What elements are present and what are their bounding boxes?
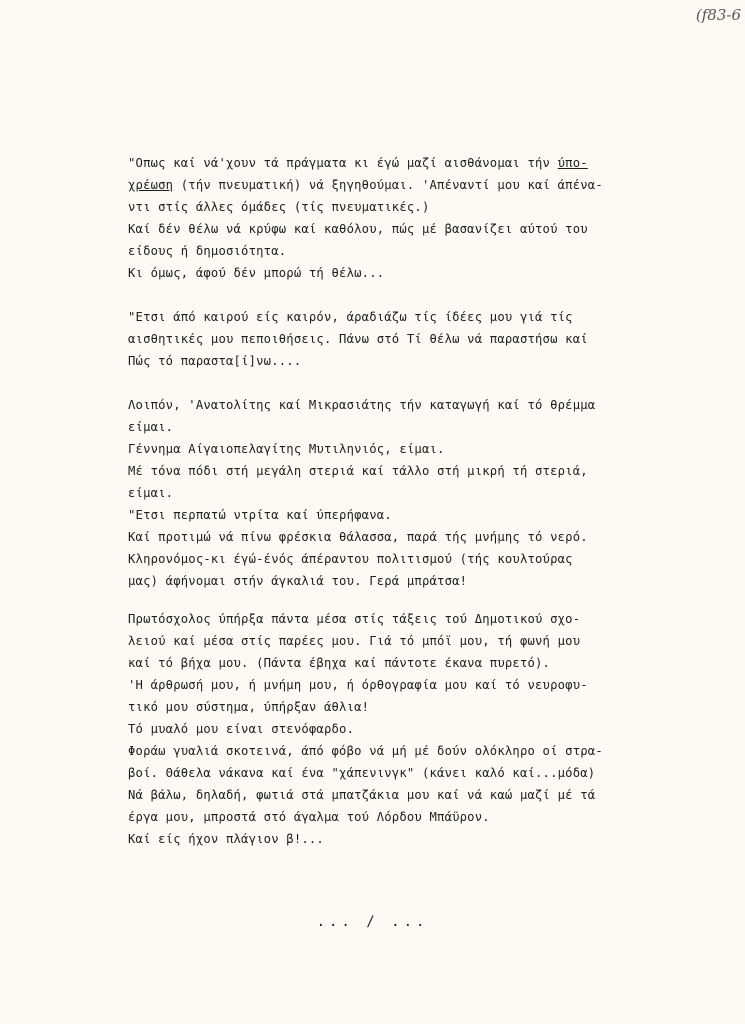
text-line: είδους ή δημοσιότητα. <box>128 244 287 258</box>
typewritten-body <box>128 152 658 850</box>
text-line: Κι όμως, άφού δέν μπορώ τή θέλω... <box>128 266 385 280</box>
paragraph-gap <box>128 284 658 306</box>
text-line: 'Η άρθρωσή μου, ή μνήμη μου, ή όρθογραφία μου καί τό νευροφυ- <box>128 678 588 692</box>
text-line: Πώς τό παραστα[ί]νω.... <box>128 354 302 368</box>
text-line: Νά βάλω, δηλαδή, φωτιά στά μπατζάκια μου καί νά καώ μαζί μέ τά <box>128 788 596 802</box>
paragraph-1 <box>128 152 658 284</box>
text-line: είμαι. <box>128 420 174 434</box>
underlined-word: ύπο- <box>557 156 588 170</box>
text-line: Καί δέν θέλω νά κρύφω καί καθόλου, πώς μέ βασανίζει αύτού του <box>128 222 588 236</box>
text-line: είμαι. <box>128 486 174 500</box>
text-line: καί τό βήχα μου. (Πάντα έβηχα καί πάντοτε έκανα πυρετό). <box>128 656 551 670</box>
line-text: "Οπως καί νά'χουν τά πράγματα κι έγώ μαζί αισθάνομαι τήν <box>128 156 558 170</box>
text-line: Λοιπόν, 'Ανατολίτης καί Μικρασιάτης τήν καταγωγή καί τό θρέμμα <box>128 398 596 412</box>
text-line <box>128 152 658 174</box>
underlined-word: χρέωση <box>128 178 174 192</box>
paragraph-3 <box>128 394 658 592</box>
paragraph-4 <box>128 608 658 850</box>
text-line: "Ετσι άπό καιρού είς καιρόν, άραδιάζω τίς ίδέες μου γιά τίς <box>128 310 573 324</box>
text-line: Καί είς ήχον πλάγιον β!... <box>128 832 324 846</box>
text-line: αισθητικές μου πεποιθήσεις. Πάνω στό Τί θέλω νά παραστήσω καί <box>128 332 588 346</box>
text-line: Τό μυαλό μου είναι στενόφαρδο. <box>128 722 355 736</box>
line-text: (τήν πνευματική) νά ξηγηθούμαι. 'Απέναντί μου καί άπένα- <box>173 178 603 192</box>
page-reference-note: (f83-6 <box>695 6 741 24</box>
text-line <box>128 174 658 196</box>
text-line: μας) άφήνομαι στήν άγκαλιά του. Γερά μπράτσα! <box>128 574 468 588</box>
paragraph-gap <box>128 592 658 608</box>
text-line: Πρωτόσχολος ύπήρξα πάντα μέσα στίς τάξεις τού Δημοτικού σχο- <box>128 612 581 626</box>
paragraph-2 <box>128 306 658 372</box>
text-line: Γέννημα Αίγαιοπελαγίτης Μυτιληνιός, είμαι. <box>128 442 445 456</box>
text-line: τικό μου σύστημα, ύπήρξαν άθλια! <box>128 700 370 714</box>
text-line: Κληρονόμος-κι έγώ-ένός άπέραντου πολιτισμού (τής κουλτούρας <box>128 552 573 566</box>
paragraph-gap <box>128 372 658 394</box>
text-line: λειού καί μέσα στίς παρέες μου. Γιά τό μπόϊ μου, τή φωνή μου <box>128 634 581 648</box>
text-line: ντι στίς άλλες όμάδες (τίς πνευματικές.) <box>128 200 430 214</box>
text-line: βοί. Θάθελα νάκανα καί ένα "χάπενινγκ" (κάνει καλό καί...μόδα) <box>128 766 596 780</box>
text-line: Καί προτιμώ νά πίνω φρέσκια θάλασσα, παρά τής μνήμης τό νερό. <box>128 530 588 544</box>
text-line: έργα μου, μπροστά στό άγαλμα τού Λόρδου Μπάϋρον. <box>128 810 490 824</box>
text-line: Μέ τόνα πόδι στή μεγάλη στεριά καί τάλλο στή μικρή τή στεριά, <box>128 464 588 478</box>
continuation-marker: ... / ... <box>316 914 429 930</box>
text-line: Φοράω γυαλιά σκοτεινά, άπό φόβο νά μή μέ δούν ολόκληρο οί στρα- <box>128 744 603 758</box>
text-line: "Ετσι περπατώ ντρίτα καί ύπερήφανα. <box>128 508 392 522</box>
